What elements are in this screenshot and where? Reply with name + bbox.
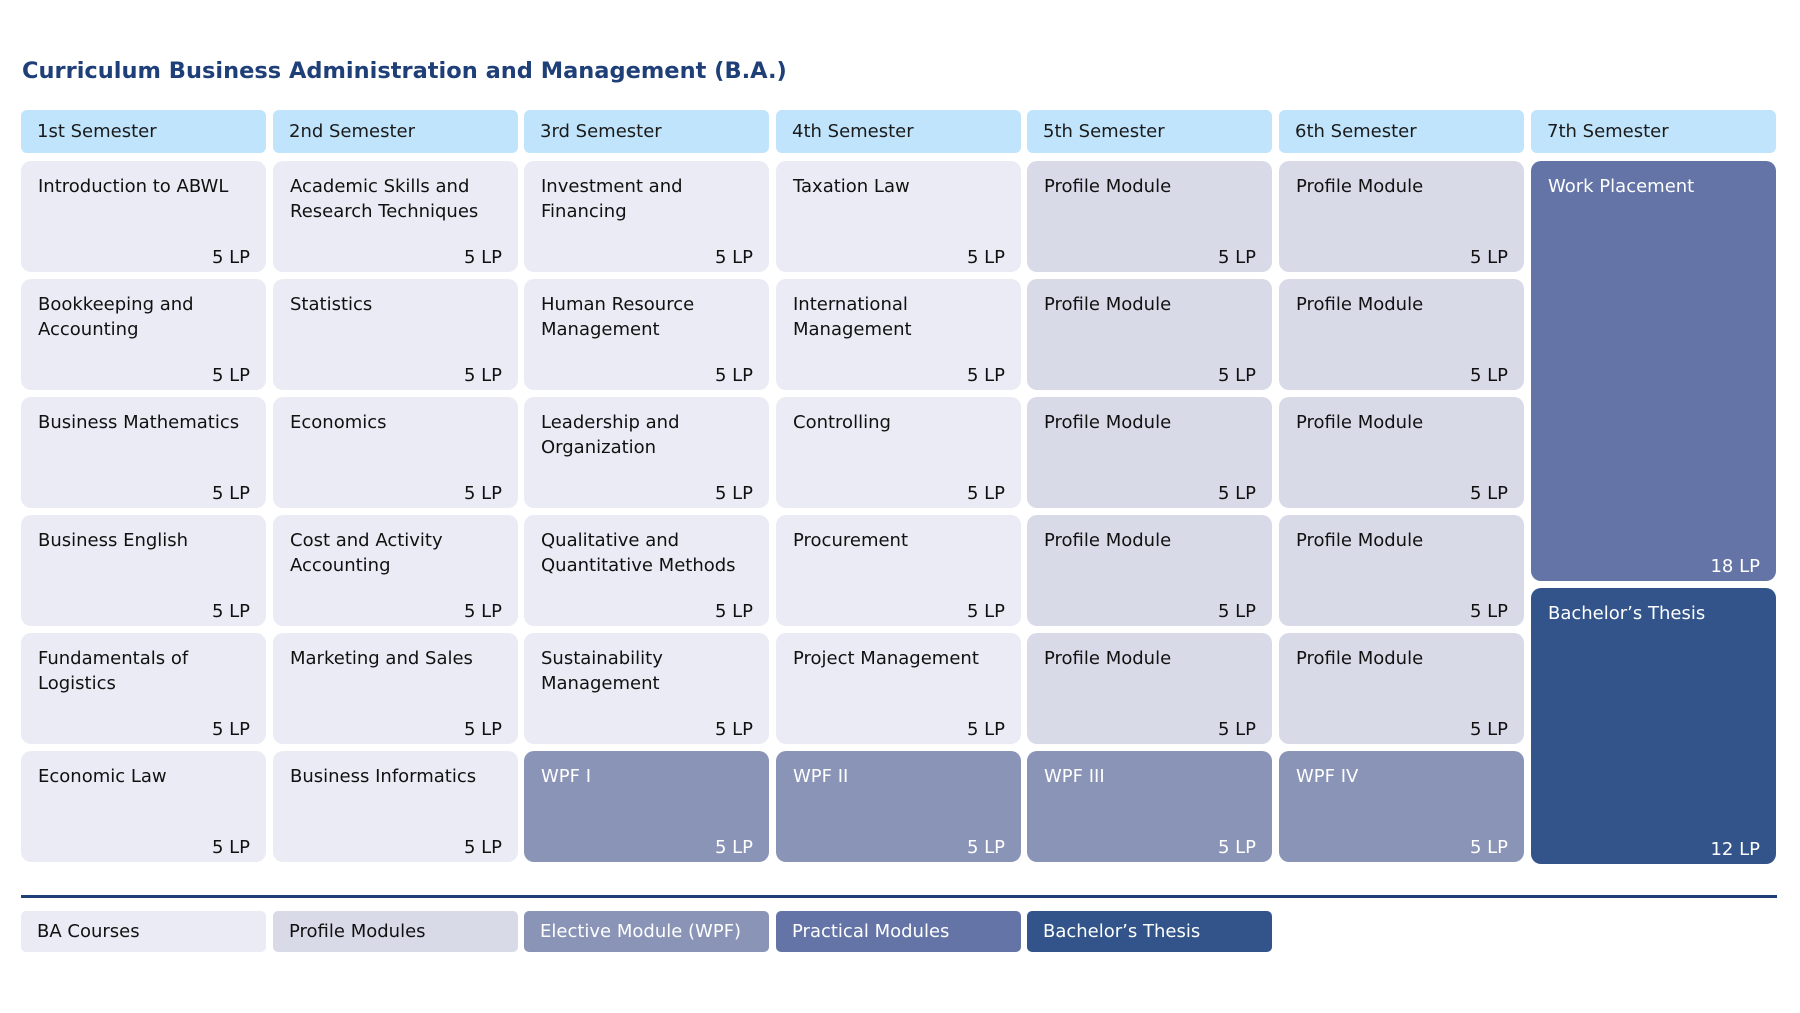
module-credits: 5 LP [463, 483, 502, 504]
legend-ba-courses: BA Courses [21, 911, 266, 952]
module-cell [524, 161, 769, 272]
module-name: Statistics [290, 294, 373, 315]
module-name: Controlling [793, 412, 891, 433]
module-credits: 5 LP [714, 837, 753, 858]
profile-module-cell [1279, 633, 1524, 744]
module-credits: 5 LP [463, 247, 502, 268]
module-cell [776, 515, 1021, 626]
profile-module-cell [1279, 161, 1524, 272]
module-name: Marketing and Sales [290, 648, 473, 669]
module-name: Profile Module [1044, 648, 1172, 669]
module-credits: 5 LP [1469, 247, 1508, 268]
module-name: Bachelor’s Thesis [1548, 603, 1706, 624]
profile-module-cell [1279, 515, 1524, 626]
module-name: Profile Module [1296, 648, 1424, 669]
page-title: Curriculum Business Administration and Management (B.A.) [22, 58, 787, 84]
module-name: Profile Module [1296, 176, 1424, 197]
module-name: WPF I [541, 766, 592, 787]
module-name: Qualitative and Quantitative Methods [541, 530, 736, 576]
module-cell [21, 515, 266, 626]
module-credits: 5 LP [1469, 365, 1508, 386]
module-cell [273, 751, 518, 862]
module-name: Profile Module [1044, 412, 1172, 433]
elective-module-cell [776, 751, 1021, 862]
semester-header-3: 3rd Semester [524, 110, 769, 153]
module-name: Profile Module [1296, 412, 1424, 433]
module-credits: 5 LP [714, 601, 753, 622]
module-cell [524, 397, 769, 508]
legend-bachelors-thesis: Bachelor’s Thesis [1027, 911, 1272, 952]
module-name: Taxation Law [793, 176, 910, 197]
module-credits: 5 LP [966, 365, 1005, 386]
bachelors-thesis-cell [1531, 588, 1776, 864]
module-name: Procurement [793, 530, 909, 551]
module-credits: 5 LP [714, 365, 753, 386]
module-cell [273, 161, 518, 272]
module-credits: 5 LP [463, 601, 502, 622]
module-credits: 5 LP [211, 247, 250, 268]
work-placement-cell [1531, 161, 1776, 581]
module-name: Business English [38, 530, 189, 551]
module-name: Profile Module [1296, 294, 1424, 315]
profile-module-cell [1279, 279, 1524, 390]
semester-header-4: 4th Semester [776, 110, 1021, 153]
module-name: Sustainability Management [541, 648, 663, 694]
module-credits: 5 LP [966, 601, 1005, 622]
module-cell [273, 279, 518, 390]
module-credits: 5 LP [211, 601, 250, 622]
module-cell [21, 279, 266, 390]
module-cell [273, 633, 518, 744]
module-credits: 5 LP [1217, 247, 1256, 268]
module-cell [21, 751, 266, 862]
profile-module-cell [1027, 161, 1272, 272]
module-credits: 5 LP [966, 837, 1005, 858]
profile-module-cell [1027, 397, 1272, 508]
profile-module-cell [1027, 633, 1272, 744]
module-name: Academic Skills and Research Techniques [290, 176, 479, 222]
module-name: Fundamentals of Logistics [38, 648, 189, 694]
module-cell [524, 279, 769, 390]
module-credits: 5 LP [211, 719, 250, 740]
module-credits: 5 LP [1217, 601, 1256, 622]
module-name: Profile Module [1044, 294, 1172, 315]
module-cell [21, 161, 266, 272]
module-credits: 5 LP [1217, 483, 1256, 504]
semester-header-6: 6th Semester [1279, 110, 1524, 153]
module-credits: 12 LP [1710, 839, 1760, 860]
module-name: Economics [290, 412, 387, 433]
elective-module-cell [1279, 751, 1524, 862]
module-credits: 5 LP [1469, 837, 1508, 858]
module-cell [776, 279, 1021, 390]
module-name: Bookkeeping and Accounting [38, 294, 194, 340]
legend-profile-modules: Profile Modules [273, 911, 518, 952]
module-name: Profile Module [1296, 530, 1424, 551]
semester-header-1: 1st Semester [21, 110, 266, 153]
semester-header-5: 5th Semester [1027, 110, 1272, 153]
module-cell [776, 397, 1021, 508]
legend-practical-modules: Practical Modules [776, 911, 1021, 952]
module-credits: 5 LP [1469, 601, 1508, 622]
module-credits: 5 LP [1469, 483, 1508, 504]
profile-module-cell [1279, 397, 1524, 508]
legend-elective-module: Elective Module (WPF) [524, 911, 769, 952]
module-cell [273, 515, 518, 626]
semester-header-2: 2nd Semester [273, 110, 518, 153]
module-credits: 5 LP [211, 365, 250, 386]
module-credits: 5 LP [211, 837, 250, 858]
elective-module-cell [524, 751, 769, 862]
module-cell [776, 633, 1021, 744]
module-credits: 5 LP [1217, 837, 1256, 858]
module-cell [524, 515, 769, 626]
module-credits: 5 LP [1217, 365, 1256, 386]
module-name: Profile Module [1044, 530, 1172, 551]
module-credits: 5 LP [966, 247, 1005, 268]
module-name: Cost and Activity Accounting [290, 530, 443, 576]
module-credits: 5 LP [714, 719, 753, 740]
module-name: Work Placement [1548, 176, 1695, 197]
module-name: Project Management [793, 648, 979, 669]
module-credits: 5 LP [211, 483, 250, 504]
module-name: Profile Module [1044, 176, 1172, 197]
module-credits: 5 LP [463, 837, 502, 858]
module-credits: 5 LP [463, 719, 502, 740]
module-name: Investment and Financing [541, 176, 683, 222]
module-cell [21, 397, 266, 508]
module-name: Human Resource Management [541, 294, 695, 340]
module-name: WPF III [1044, 766, 1105, 787]
semester-header-7: 7th Semester [1531, 110, 1776, 153]
module-credits: 5 LP [1469, 719, 1508, 740]
elective-module-cell [1027, 751, 1272, 862]
module-name: WPF II [793, 766, 849, 787]
module-name: Leadership and Organization [541, 412, 680, 458]
module-credits: 5 LP [966, 719, 1005, 740]
profile-module-cell [1027, 515, 1272, 626]
module-name: International Management [793, 294, 912, 340]
module-cell [524, 633, 769, 744]
module-name: Economic Law [38, 766, 167, 787]
module-cell [776, 161, 1021, 272]
module-name: Business Informatics [290, 766, 477, 787]
module-credits: 18 LP [1710, 556, 1760, 577]
profile-module-cell [1027, 279, 1272, 390]
module-credits: 5 LP [463, 365, 502, 386]
module-credits: 5 LP [714, 483, 753, 504]
module-cell [21, 633, 266, 744]
legend-divider [21, 895, 1777, 898]
module-credits: 5 LP [966, 483, 1005, 504]
module-name: WPF IV [1296, 766, 1359, 787]
module-cell [273, 397, 518, 508]
module-credits: 5 LP [1217, 719, 1256, 740]
module-name: Introduction to ABWL [38, 176, 229, 197]
module-credits: 5 LP [714, 247, 753, 268]
module-name: Business Mathematics [38, 412, 240, 433]
